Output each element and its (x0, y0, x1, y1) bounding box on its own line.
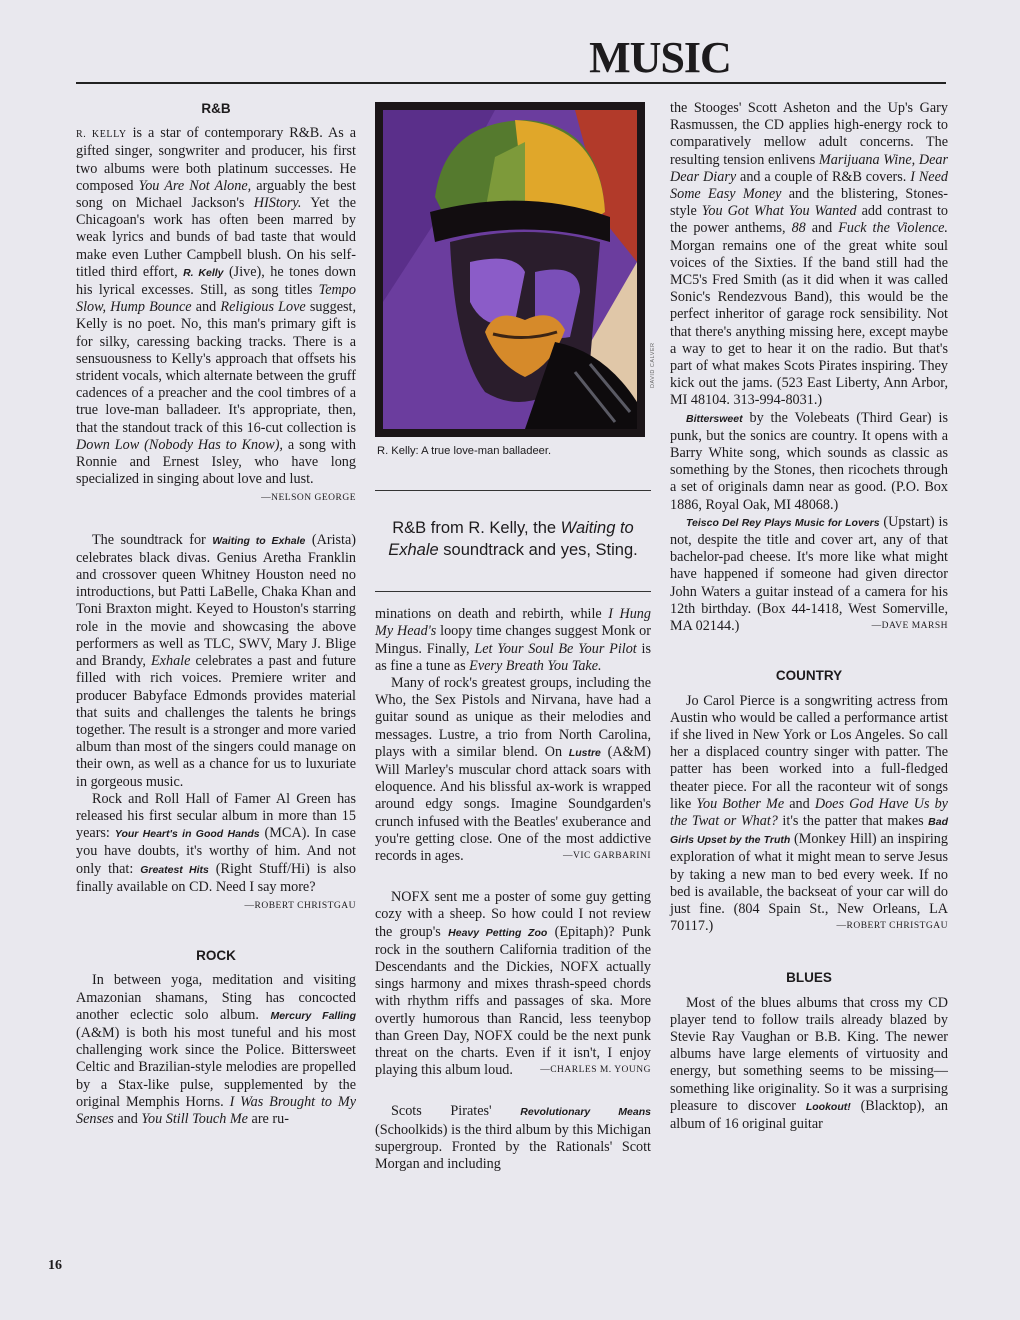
blues-heading: BLUES (786, 970, 832, 986)
section-title: MUSIC (589, 33, 731, 82)
column-1 (76, 100, 356, 1128)
rock-review-sting: In between yoga, meditation and visiting Amazonian shamans, Sting has concocted another eclectic solo album. Mercury Falling (A&M) is both his most tuneful and his most challenging work since the Police. Bittersweet Celtic and Brazilian-style melodies are propelled by a Stax-like pulse, supplemented by the original Memphis Horns. I Was Brought to My Senses and You Still Touch Me are ru- (76, 972, 357, 1127)
byline: —VIC GARBARINI (562, 851, 651, 862)
album-title: Lookout! (805, 1100, 851, 1113)
album-title: Revolutionary Means (520, 1106, 651, 1119)
rock-review-teisco: Teisco Del Rey Plays Music for Lovers (Upstart) is not, despite the title and cover art, any of that bachelor-pad cheese. It's more like what might have happened if someone had given director John Waters a guitar instead of a camera for his 12th birthday. (Box 44-1418, West Somerville, MA 02144.) —DAVE MARSH (670, 513, 948, 635)
rock-review-sting-cont: minations on death and rebirth, while I Hung My Head's loopy time changes suggest Monk or Mingus. Finally, Let Your Soul Be Your Pilot is as fine a tune as Every Breath You Take. (375, 606, 652, 674)
album-title: Heavy Petting Zoo (448, 926, 548, 939)
rock-review-nofx: NOFX sent me a poster of some guy getting cozy with a sheep. So how could I not review the group's Heavy Petting Zoo (Epitaph)? Punk rock in the southern California tradition of the Descendants and the Dickies, NOFX actually sings harmony and mixes thrash-speed chords with rhythm riffs and passages of ska. More overtly humorous than Rancid, less teenybop than Green Day, NOFX could be the next punk threat on the charts. Even if it isn't, I enjoy playing this album loud. —CHARLES M. YOUNG (375, 889, 651, 1079)
rock-review-scots-pirates-cont: the Stooges' Scott Asheton and the Up's Gary Rasmussen, the CD applies high-energy rock to comparatively mellow adult concerns. The resulting tension enlivens Marijuana Wine, Dear Dear Diary and a couple of R&B covers. I Need Some Easy Money and the blistering, Stones-style You Got What You Wanted add contrast to the power anthems, 88 and Fuck the Violence. Morgan remains one of the great white soul voices of the Sixties. If the band still had the MC5's Fred Smith (as it did when it was called Sonic's Rendezvous Band), this would be the perfect inheritor of garage rock sensibility. Not that there's anything missing here, except maybe a way to get to hear it on the radio. But that's part of what makes Scots Pirates inspiring. They kick out the jams. (523 East Liberty, Ann Arbor, MI 48104. 313-994-8031.) (670, 100, 949, 409)
country-review-pierce: Jo Carol Pierce is a songwriting actress from Austin who would be called a performance artist if she lived in New York or Los Angeles. So call her a displaced country singer with patter. The patter has been worked into a full-fledged theater piece. For all the raconteur wit of songs like You Bother Me and Does God Have Us by the Twat or What? it's the patter that makes Bad Girls Upset by the Truth (Monkey Hill) an inspiring exploration of what it might mean to serve Jesus by taking a new man to bed every week. If no bed is available, the backseat of your car will do just fine. (804 Spain St., New Orleans, LA 70117.) —ROBERT CHRISTGAU (670, 692, 949, 935)
rock-review-scots-pirates: Scots Pirates' Revolutionary Means (Schoolkids) is the third album by this Michigan supergroup. Fronted by the Rationals' Scott Morgan and including (375, 1103, 651, 1173)
byline: —NELSON GEORGE (261, 493, 356, 504)
r-kelly-illustration (375, 102, 645, 437)
byline: —ROBERT CHRISTGAU (244, 900, 356, 911)
r-kelly-photo (375, 102, 645, 437)
album-title: Greatest Hits (140, 863, 209, 876)
page-number: 16 (48, 1258, 62, 1273)
country-heading: COUNTRY (775, 668, 843, 684)
album-title: Bittersweet (686, 412, 743, 425)
album-title: Your Heart's in Good Hands (114, 828, 260, 841)
album-title: R. Kelly (183, 266, 224, 279)
column-2 (375, 100, 651, 1173)
byline: —DAVE MARSH (871, 621, 948, 632)
rnb-review-exhale: The soundtrack for Waiting to Exhale (Arista) celebrates black divas. Genius Aretha Franklin and crossover queen Whitney Houston need no introductions, but Patti LaBelle, Chaka Khan and Toni Braxton might. Keyed to Houston's starring role in the movie and showcasing the above performers as well as TLC, SWV, Mary J. Blige and Brandy, Exhale celebrates a past and future filled with rich voices. Premiere writer and producer Babyface Edmonds provides material that suits and challenges the talents he brings together. The result is a stronger and more varied album than most of the singers could manage on their own, as well as a chance for us to luxuriate in gorgeous music. (76, 531, 356, 790)
album-title: Mercury Falling (270, 1009, 356, 1022)
rnb-heading: R&B (201, 101, 231, 116)
album-title: Lustre (568, 746, 601, 759)
album-title: Bad Girls Upset by the Truth (670, 815, 949, 847)
rnb-review-kelly: R. KELLY is a star of contemporary R&B. As a gifted singer, songwriter and producer, his first two albums were both platinum successes. He composed You Are Not Alone, arguably the best song on Michael Jackson's HIStory. Yet the Chicagoan's work has often been marred by weak lyrics and bunds of bad taste that would make even Luther Campbell blush. On his self-titled third effort, R. Kelly (Jive), he tones down his lyrical excesses. Still, as song titles Tempo Slow, Hump Bounce and Religious Love suggest, Kelly is no poet. No, this man's primary gift is for silky, caressing backing tracks. There is a sensuousness to Kelly's approach that offsets his strident vocals, which alternate between the gruff cadences of a preacher and the cool timbres of a true love-man balladeer. It's appropriate, then, that the standout track of this 16-cut collection is Down Low (Nobody Has to Know), a song with Ronnie and Ernest Isley, who have long specialized in singing about love and lust. (76, 125, 357, 488)
rock-review-lustre: Many of rock's greatest groups, including the Who, the Sex Pistols and Nirvana, have had a guitar sound as unique as their melodies and messages. Lustre, a trio from North Carolina, plays with a similar blend. On Lustre (A&M) Will Marley's muscular chord attack soars with eloquence. And his blissful ax-work is wrapped around edgy songs. Imagine Soundgarden's crunch infused with the Beatles' exuberance and you're getting close. One of the most addictive records in ages. —VIC GARBARINI (375, 675, 651, 865)
rock-review-volebeats: Bittersweet by the Volebeats (Third Gear) is punk, but the sonics are country. It opens with a Barry White song, which sounds as classic as something by the Stones, then ricochets through a set of originals damn near as good. (P.O. Box 1886, Royal Oak, MI 48068.) (670, 409, 948, 513)
byline: —CHARLES M. YOUNG (540, 1065, 651, 1076)
album-title: Teisco Del Rey Plays Music for Lovers (686, 516, 880, 529)
lead-name: R. KELLY (76, 129, 127, 141)
pull-quote: R&B from R. Kelly, the Waiting to Exhale soundtrack and yes, Sting. (388, 519, 638, 560)
rnb-review-al-green: Rock and Roll Hall of Famer Al Green has released his first secular album in more than 15 years: Your Heart's in Good Hands (MCA). In case you have doubts, it's worthy of him. And not only that: Greatest Hits (Right Stuff/Hi) is also finally available on CD. Need I say more? (76, 790, 356, 895)
masthead-rule (76, 82, 946, 84)
rock-heading: ROCK (196, 948, 236, 964)
blues-review-lookout: Most of the blues albums that cross my CD player tend to follow trails already blazed by Stevie Ray Vaughan or B.B. King. The newer albums have large elements of virtuosity and energy, but something seems to be missing—something like originality. So it was a surprising pleasure to discover Lookout! (Blacktop), an album of 16 original guitar (670, 994, 949, 1132)
album-title: Waiting to Exhale (212, 534, 306, 547)
photo-credit: DAVID CALVER (650, 342, 656, 388)
byline: —ROBERT CHRISTGAU (836, 921, 948, 932)
column-3 (670, 100, 948, 1133)
photo-caption: R. Kelly: A true love-man balladeer. (377, 445, 552, 457)
